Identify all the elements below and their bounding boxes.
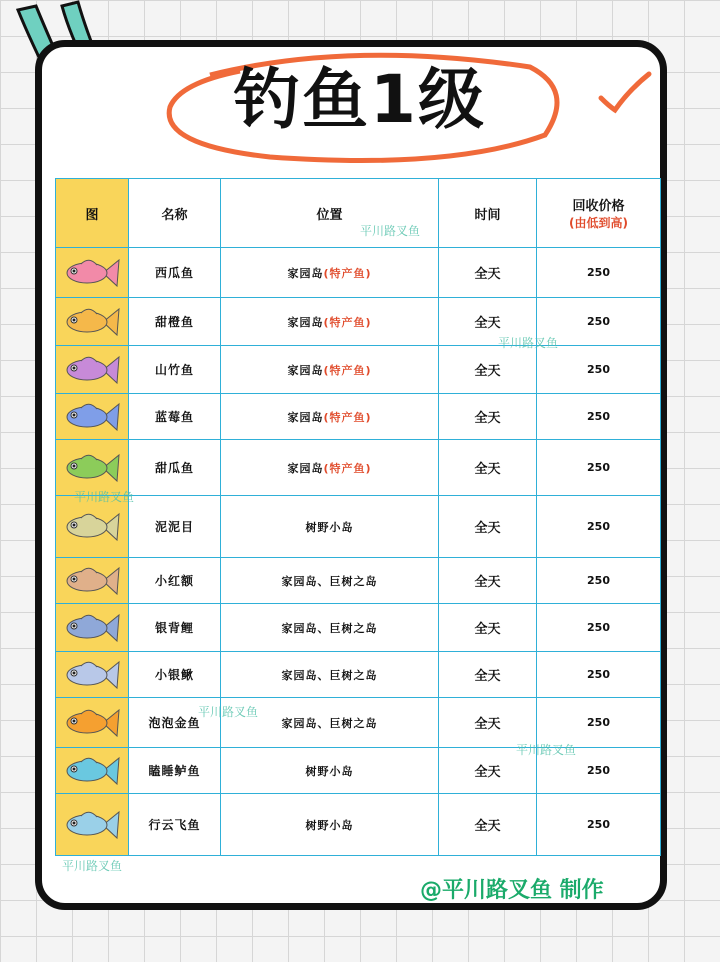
fish-location xyxy=(221,248,439,298)
watermark: 平川路叉鱼 xyxy=(62,859,123,873)
location-text: 树野小岛 xyxy=(305,520,354,534)
page-title: 钓鱼1级 xyxy=(234,61,486,138)
fish-time: 全天 xyxy=(439,604,537,652)
fish-price: 250 xyxy=(537,748,661,794)
fish-image-cell xyxy=(56,604,129,652)
fish-price: 250 xyxy=(537,794,661,856)
fish-image-cell xyxy=(56,748,129,794)
guppy-blue-icon xyxy=(63,398,121,436)
location-text: 家园岛 xyxy=(287,363,324,377)
check-mark-icon xyxy=(595,70,655,120)
fish-name: 甜瓜鱼 xyxy=(129,440,221,496)
table-row xyxy=(56,652,661,698)
fish-price: 250 xyxy=(537,298,661,346)
location-text: 树野小岛 xyxy=(305,818,354,832)
fish-location xyxy=(221,748,439,794)
fish-location xyxy=(221,604,439,652)
fish-name: 小银鳅 xyxy=(129,652,221,698)
fish-name: 银背鲤 xyxy=(129,604,221,652)
header-price-note: (由低到高) xyxy=(569,216,628,230)
fish-price: 250 xyxy=(537,248,661,298)
fish-image-cell xyxy=(56,298,129,346)
fish-price: 250 xyxy=(537,698,661,748)
fish-time: 全天 xyxy=(439,346,537,394)
location-text: 家园岛、巨树之岛 xyxy=(281,716,378,730)
watermark: 平川路叉鱼 xyxy=(198,705,259,719)
header-image: 图 xyxy=(56,179,129,248)
fish-price: 250 xyxy=(537,558,661,604)
specialty-tag: (特产鱼) xyxy=(323,461,372,475)
watermark: 平川路叉鱼 xyxy=(74,490,135,504)
fish-time: 全天 xyxy=(439,440,537,496)
fish-location xyxy=(221,558,439,604)
specialty-tag: (特产鱼) xyxy=(323,410,372,424)
fish-image-cell xyxy=(56,394,129,440)
fish-time: 全天 xyxy=(439,298,537,346)
fish-image-cell xyxy=(56,652,129,698)
table-row xyxy=(56,248,661,298)
title-area xyxy=(150,45,570,165)
table-row xyxy=(56,440,661,496)
table-row xyxy=(56,698,661,748)
fish-price: 250 xyxy=(537,604,661,652)
guppy-green-icon xyxy=(63,449,121,487)
fish-location xyxy=(221,794,439,856)
location-text: 家园岛、巨树之岛 xyxy=(281,621,378,635)
table-row xyxy=(56,298,661,346)
fish-time: 全天 xyxy=(439,748,537,794)
location-text: 家园岛 xyxy=(287,461,324,475)
angelfish-icon xyxy=(63,562,121,600)
fish-time: 全天 xyxy=(439,698,537,748)
table-row xyxy=(56,394,661,440)
fish-price: 250 xyxy=(537,496,661,558)
fish-image-cell xyxy=(56,698,129,748)
carp-icon xyxy=(63,609,121,647)
specialty-tag: (特产鱼) xyxy=(323,363,372,377)
table-header-row xyxy=(56,179,661,248)
fish-location xyxy=(221,652,439,698)
fish-location xyxy=(221,394,439,440)
fish-name: 蓝莓鱼 xyxy=(129,394,221,440)
guppy-pink-icon xyxy=(63,254,121,292)
fish-time: 全天 xyxy=(439,496,537,558)
specialty-tag: (特产鱼) xyxy=(323,266,372,280)
header-name: 名称 xyxy=(129,179,221,248)
fish-time: 全天 xyxy=(439,394,537,440)
header-time: 时间 xyxy=(439,179,537,248)
watermark: 平川路叉鱼 xyxy=(516,743,577,757)
fish-image-cell xyxy=(56,794,129,856)
table-row xyxy=(56,558,661,604)
pufferfish-icon xyxy=(63,508,121,546)
table-row xyxy=(56,794,661,856)
fish-time: 全天 xyxy=(439,794,537,856)
fish-time: 全天 xyxy=(439,248,537,298)
location-text: 家园岛 xyxy=(287,315,324,329)
fish-price: 250 xyxy=(537,652,661,698)
bass-icon xyxy=(63,752,121,790)
fish-location xyxy=(221,496,439,558)
fish-image-cell xyxy=(56,248,129,298)
loach-icon xyxy=(63,656,121,694)
fish-name: 甜橙鱼 xyxy=(129,298,221,346)
guppy-purple-icon xyxy=(63,351,121,389)
location-text: 树野小岛 xyxy=(305,764,354,778)
location-text: 家园岛 xyxy=(287,266,324,280)
fish-image-cell xyxy=(56,346,129,394)
location-text: 家园岛 xyxy=(287,410,324,424)
watermark: 平川路叉鱼 xyxy=(360,224,421,238)
fish-location xyxy=(221,298,439,346)
fish-name: 行云飞鱼 xyxy=(129,794,221,856)
fish-name: 泡泡金鱼 xyxy=(129,698,221,748)
table-row xyxy=(56,346,661,394)
header-price-label: 回收价格 xyxy=(572,199,625,214)
author-credit: @平川路叉鱼 制作 xyxy=(420,878,604,903)
fish-name: 瞌睡鲈鱼 xyxy=(129,748,221,794)
fish-name: 小红额 xyxy=(129,558,221,604)
fish-location xyxy=(221,346,439,394)
fish-name: 泥泥目 xyxy=(129,496,221,558)
fish-name: 西瓜鱼 xyxy=(129,248,221,298)
fish-price: 250 xyxy=(537,394,661,440)
flyingfish-icon xyxy=(63,806,121,844)
guppy-orange-icon xyxy=(63,303,121,341)
fish-image-cell xyxy=(56,558,129,604)
fish-price: 250 xyxy=(537,440,661,496)
table-row xyxy=(56,604,661,652)
location-text: 家园岛、巨树之岛 xyxy=(281,574,378,588)
fish-time: 全天 xyxy=(439,558,537,604)
location-text: 家园岛、巨树之岛 xyxy=(281,668,378,682)
table-row xyxy=(56,496,661,558)
goldfish-icon xyxy=(63,704,121,742)
header-price xyxy=(537,179,661,248)
specialty-tag: (特产鱼) xyxy=(323,315,372,329)
fish-name: 山竹鱼 xyxy=(129,346,221,394)
fish-location xyxy=(221,440,439,496)
header-location: 位置 xyxy=(221,179,439,248)
fish-price: 250 xyxy=(537,346,661,394)
watermark: 平川路叉鱼 xyxy=(498,336,559,350)
fish-time: 全天 xyxy=(439,652,537,698)
